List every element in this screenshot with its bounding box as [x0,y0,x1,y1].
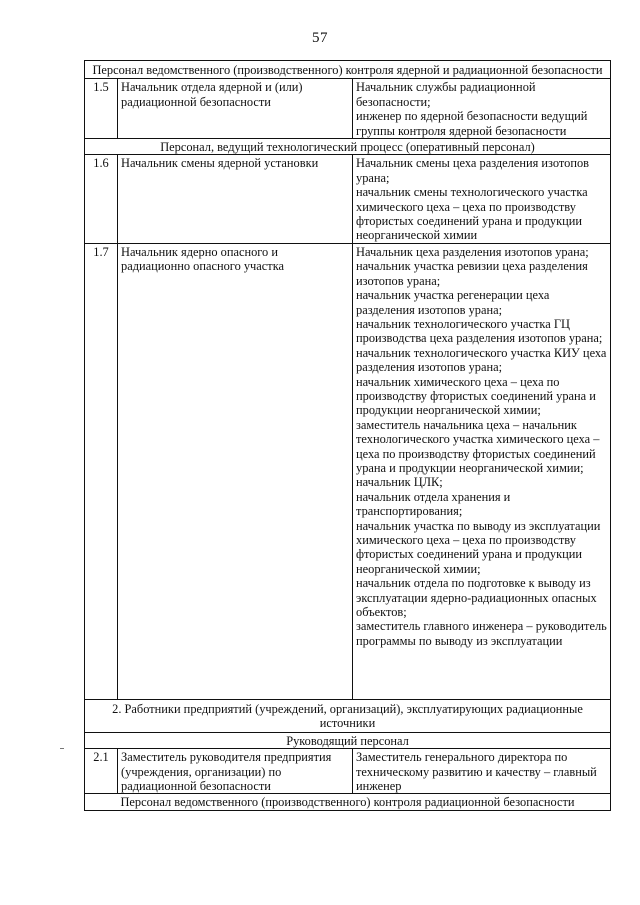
positions-table [84,60,611,811]
row-number: 1.7 [85,243,118,699]
section-row [85,699,611,732]
position-title: Заместитель руководителя предприятия (учреждения, организации) по радиационной безопасности [118,749,353,794]
position-title: Начальник смены ядерной установки [118,155,353,243]
equivalent-positions: Начальник смены цеха разделения изотопов урана; начальник смены технологического участка химического цеха – цеха по производству фтористых соединений урана и продукции неорганической химии [353,155,611,243]
section-header-nuclear-control: Персонал ведомственного (производственного) контроля ядерной и радиационной безопасности [85,61,611,79]
section-header-radiation-control: Персонал ведомственного (производственного) контроля радиационной безопасности [85,794,611,810]
row-number: 2.1 [85,749,118,794]
equivalent-positions: Начальник цеха разделения изотопов урана; начальник участка ревизии цеха разделения изотопов урана; начальник участка регенерации цеха разделения изотопов урана; начальник технологического участка ГЦ производства цеха разделения изотопов урана; начальник технологического участка КИУ цеха разделения изотопов урана; начальник химического цеха – цеха по производству фтористых соединений урана и продукции неорганической химии; заместитель начальника цеха – начальник технологического участка химического цеха – цеха по производству фтористых соединений урана и продукции неорганической химии; начальник ЦЛК; начальник отдела хранения и транспортирования; начальник участка по выводу из эксплуатации химического цеха – цеха по производству фтористых соединений урана и продукции неорганической химии; начальник отдела по подготовке к выводу из эксплуатации ядерно-радиационных опасных объектов; заместитель главного инженера – руководитель программы по выводу из эксплуатации [353,243,611,699]
subsection-row [85,732,611,748]
table-row [85,155,611,243]
table-row [85,79,611,139]
section-header-workers: 2. Работники предприятий (учреждений, организаций), эксплуатирующих радиационные источники [85,699,611,732]
section-header-tech-process: Персонал, ведущий технологический процесс (оперативный персонал) [85,139,611,155]
equivalent-positions: Заместитель генерального директора по техническому развитию и качеству – главный инженер [353,749,611,794]
scan-artifact [60,748,64,749]
page-number: 57 [312,30,328,46]
row-number: 1.6 [85,155,118,243]
row-number: 1.5 [85,79,118,139]
subsection-row [85,794,611,810]
position-title: Начальник отдела ядерной и (или) радиационной безопасности [118,79,353,139]
section-header-managers: Руководящий персонал [85,732,611,748]
table-row [85,749,611,794]
subsection-row [85,139,611,155]
table-row [85,243,611,699]
section-row [85,61,611,79]
equivalent-positions: Начальник службы радиационной безопасности; инженер по ядерной безопасности ведущий группы контроля ядерной безопасности [353,79,611,139]
position-title: Начальник ядерно опасного и радиационно опасного участка [118,243,353,699]
